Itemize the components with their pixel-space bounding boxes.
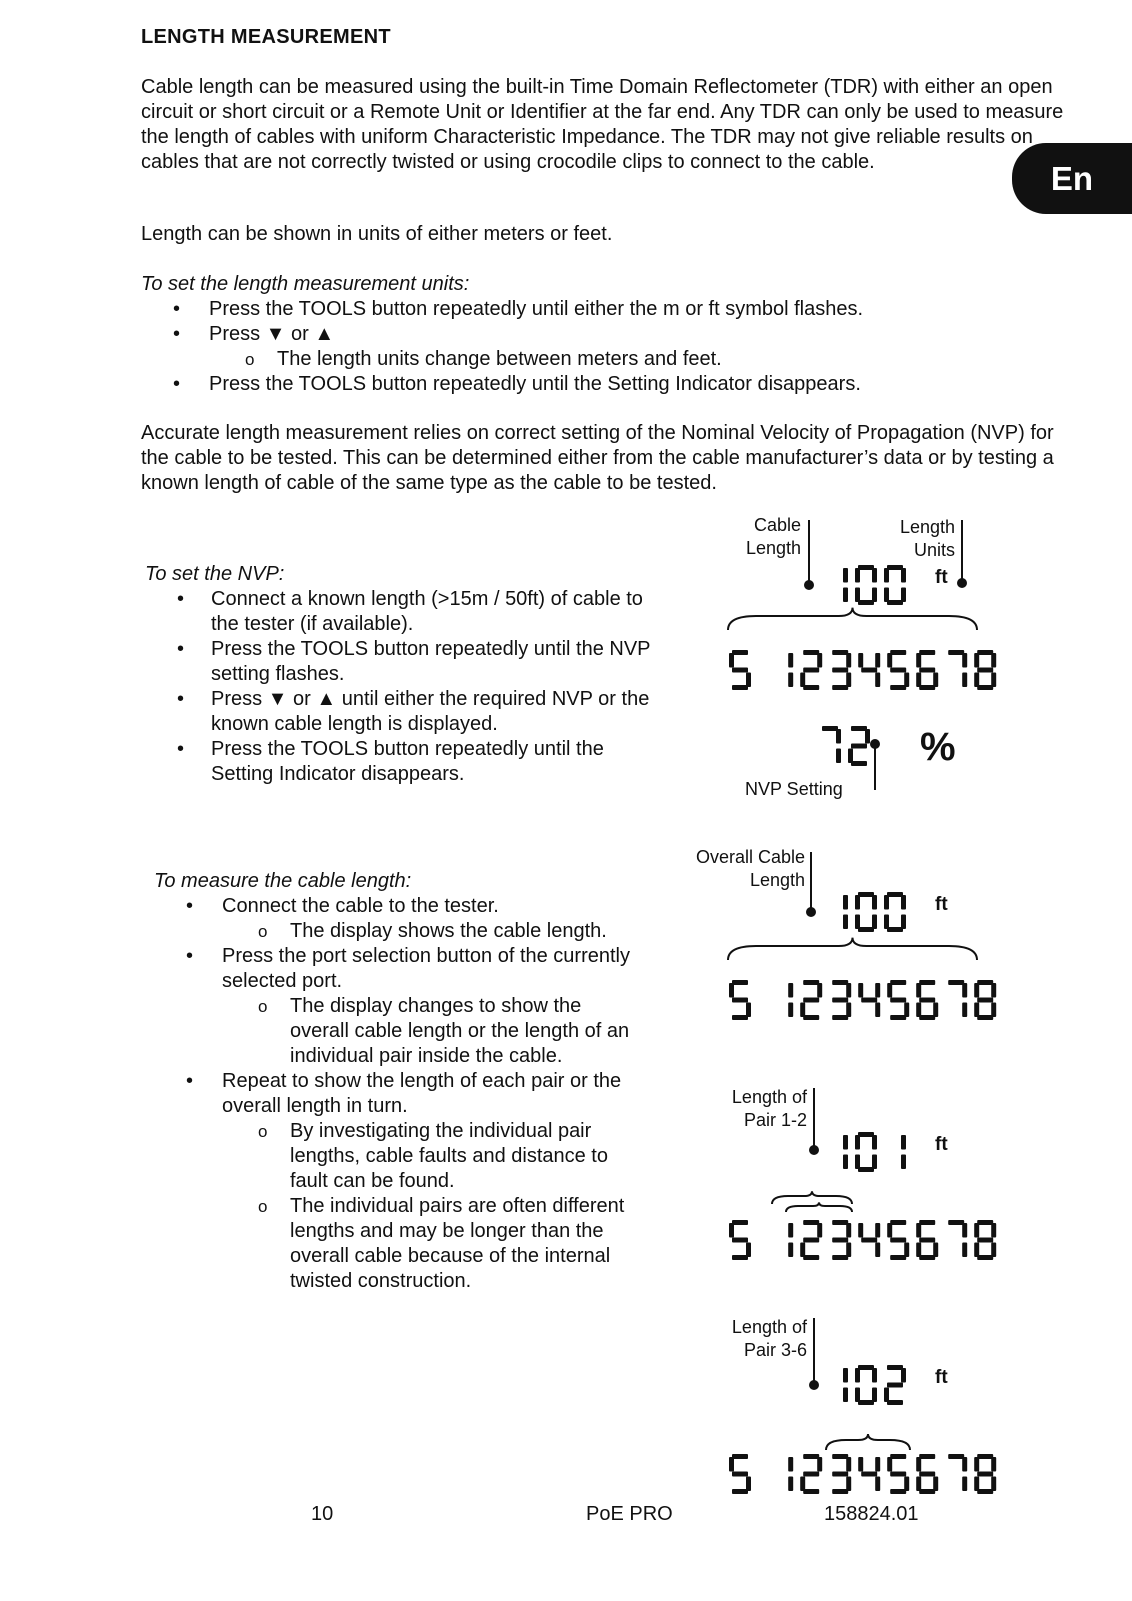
lcd-digit <box>948 1220 967 1257</box>
lcd-digit <box>884 565 906 605</box>
lcd-digit <box>974 1220 996 1260</box>
lcd-digit <box>800 650 822 690</box>
intro-paragraph: Cable length can be measured using the built-in Time Domain Reflectometer (TDR) with either an open circuit or short circuit or a Remote Unit or Identifier at the far end. Any TDR can only be used to measure the length of cables with uniform Characteristic Impedance. The TDR may not give reliable results on cables that are not correctly twisted or using crocodile clips to connect to the cable. <box>141 76 1064 173</box>
port-brace <box>728 608 977 630</box>
lcd-digit <box>916 980 938 1020</box>
lcd-digit <box>832 650 851 690</box>
lcd-digit <box>800 1220 822 1260</box>
list-item: • Connect a known length (>15m / 50ft) of cable to the tester (if available). <box>141 587 661 637</box>
lcd-digit <box>729 650 751 690</box>
lcd-digit <box>843 1135 848 1169</box>
nvp-setting-pointer-dot <box>870 739 880 749</box>
cable-length-pointer-dot <box>804 580 814 590</box>
product-name: PoE PRO <box>586 1503 673 1525</box>
lcd-digit <box>887 980 909 1020</box>
lcd-digit <box>832 1220 851 1260</box>
language-tab: En <box>1012 143 1132 214</box>
lcd-digit <box>843 1368 848 1402</box>
lcd-digit <box>729 1454 751 1494</box>
lcd-digit <box>948 650 967 687</box>
lcd-digit <box>729 1220 751 1260</box>
lcd-digit <box>832 1454 851 1494</box>
list-subitem: o The display shows the cable length. <box>154 919 664 944</box>
lcd-digit <box>887 650 909 690</box>
lcd-digit <box>855 565 877 605</box>
overall-cable-length-label: Overall Cable Length <box>695 847 805 890</box>
lcd-digit <box>855 1365 877 1405</box>
list-item: • Press ▼ or ▲ <box>141 322 1041 347</box>
list-subitem: o The length units change between meters and feet. <box>141 347 1041 372</box>
lcd-digit <box>855 892 877 932</box>
pair36-length-label: Length of Pair 3-6 <box>731 1317 807 1360</box>
lcd-digit <box>974 980 996 1020</box>
unit-ft-label: ft <box>935 894 948 915</box>
pair12-length-label: Length of Pair 1-2 <box>731 1087 807 1130</box>
pair12-length-pointer-dot <box>809 1145 819 1155</box>
lcd-digit <box>788 1223 793 1257</box>
lcd-digit <box>848 726 870 766</box>
lcd-digit <box>974 1454 996 1494</box>
units-section-title: To set the length measurement units: <box>141 273 470 295</box>
lcd-digit <box>884 892 906 932</box>
lcd-digit <box>788 653 793 687</box>
cable-length-label: Cable Length <box>745 515 801 558</box>
unit-ft-label: ft <box>935 1134 948 1155</box>
list-item: • Press the TOOLS button repeatedly until the Setting Indicator disappears. <box>141 372 1041 397</box>
lcd-digit <box>887 1454 909 1494</box>
lcd-digit <box>855 1132 877 1172</box>
lcd-digit <box>916 650 938 690</box>
length-units-pointer-dot <box>957 578 967 588</box>
list-item: • Connect the cable to the tester. <box>154 894 664 919</box>
list-item: • Press ▼ or ▲ until either the required NVP or the known cable length is displayed. <box>141 687 661 737</box>
list-subitem: o By investigating the individual pair lengths, cable faults and distance to fault can be found. <box>154 1119 664 1194</box>
port-brace <box>728 938 977 960</box>
lcd-digit <box>858 1457 880 1491</box>
lcd-digit <box>858 653 880 687</box>
lcd-digit <box>884 1365 906 1405</box>
lcd-digit <box>800 1454 822 1494</box>
pair12-brace <box>772 1191 852 1204</box>
units-paragraph: Length can be shown in units of either meters or feet. <box>141 223 613 245</box>
nvp-paragraph: Accurate length measurement relies on correct setting of the Nominal Velocity of Propagation (NVP) for the cable to be tested. This can be determined either from the cable manufacturer’s data or by testing a known length of cable of the same type as the cable to be tested. <box>141 422 1054 494</box>
lcd-digit <box>822 726 841 763</box>
lcd-digit <box>788 983 793 1017</box>
document-number: 158824.01 <box>824 1503 919 1525</box>
percent-symbol: % <box>920 725 956 769</box>
lcd-digit <box>800 980 822 1020</box>
lcd-digit <box>901 1135 906 1169</box>
lcd-digit <box>858 983 880 1017</box>
list-item: • Press the TOOLS button repeatedly until either the m or ft symbol flashes. <box>141 297 1041 322</box>
lcd-digit <box>948 1454 967 1491</box>
lcd-digit <box>974 650 996 690</box>
pair36-length-pointer-dot <box>809 1380 819 1390</box>
lcd-digit <box>916 1454 938 1494</box>
list-subitem: o The display changes to show the overall cable length or the length of an individual pair inside the cable. <box>154 994 664 1069</box>
list-item: • Press the port selection button of the currently selected port. <box>154 944 664 994</box>
lcd-digit <box>832 980 851 1020</box>
lcd-digit <box>843 568 848 602</box>
pair12-brace <box>786 1202 852 1212</box>
pair36-brace <box>826 1434 910 1450</box>
list-subitem: o The individual pairs are often different lengths and may be longer than the overall cable because of the internal twisted construction. <box>154 1194 664 1294</box>
nvp-setting-label: NVP Setting <box>745 779 843 799</box>
page-heading: LENGTH MEASUREMENT <box>141 26 391 48</box>
list-item: • Repeat to show the length of each pair or the overall length in turn. <box>154 1069 664 1119</box>
unit-ft-label: ft <box>935 567 948 588</box>
lcd-digit <box>916 1220 938 1260</box>
lcd-digit <box>887 1220 909 1260</box>
lcd-digit <box>858 1223 880 1257</box>
list-item: • Press the TOOLS button repeatedly until the NVP setting flashes. <box>141 637 661 687</box>
lcd-digit <box>788 1457 793 1491</box>
length-units-label: Length Units <box>899 517 955 560</box>
overall-length-pointer-dot <box>806 907 816 917</box>
nvp-section-title: To set the NVP: <box>145 563 285 585</box>
page-number: 10 <box>311 1503 334 1525</box>
unit-ft-label: ft <box>935 1367 948 1388</box>
lcd-digit <box>729 980 751 1020</box>
lcd-digit <box>843 895 848 929</box>
measure-section-title: To measure the cable length: <box>154 870 412 892</box>
list-item: • Press the TOOLS button repeatedly until the Setting Indicator disappears. <box>141 737 661 787</box>
lcd-digit <box>948 980 967 1017</box>
